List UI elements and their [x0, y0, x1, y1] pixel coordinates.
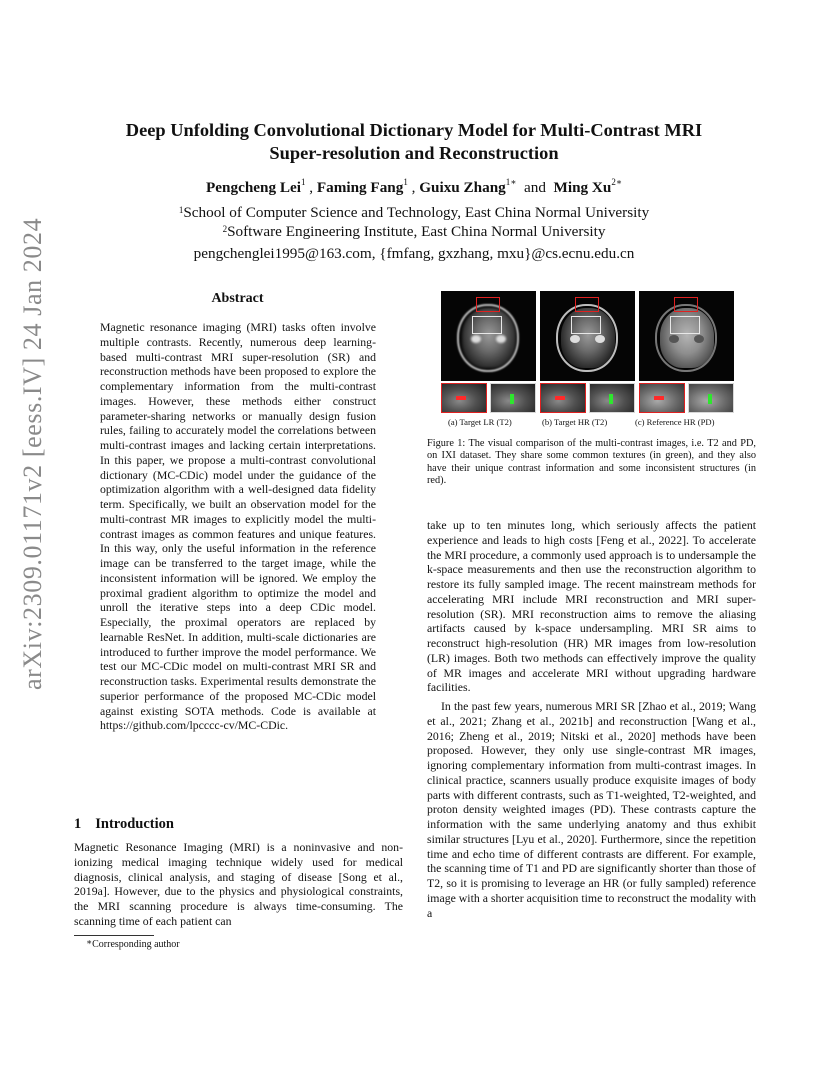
mri-panel-target-hr [540, 291, 635, 381]
green-arrow-icon [510, 394, 514, 404]
figure-caption: Figure 1: The visual comparison of the multi-contrast images, i.e. T2 and PD, on IXI dataset. They share some common textures (in green), and they also have their unique contrast information and some inconsistent structures (in red). [427, 438, 756, 487]
red-roi-box [575, 297, 599, 312]
intro-left-column [74, 840, 403, 929]
arxiv-stamp: arXiv:2309.01171v2 [eess.IV] 24 Jan 2024 [18, 217, 47, 690]
zoom-red-region [540, 383, 586, 413]
affiliation-text: School of Computer Science and Technology, East China Normal University [183, 204, 650, 221]
white-roi-box [670, 316, 700, 334]
author-affil-mark: 2∗ [611, 177, 622, 187]
author-name: Faming Fang [316, 179, 404, 196]
red-arrow-icon [654, 396, 664, 400]
white-roi-box [472, 316, 502, 334]
affiliation [90, 203, 738, 222]
zoom-green-region [490, 383, 536, 413]
intro-paragraph: In the past few years, numerous MRI SR [Zhao et al., 2019; Wang et al., 2021; Zhang et al., 2021b] and reconstruction [Wang et al., 2016; Zheng et al., 2019; Nitski et al., 2020] methods have been proposed. However, they only use single-contrast MR images, ignoring complementary information from multi-contrast images. In clinical practice, scanners usually produce exquisite images of body parts with different contrasts, such as T1-weighted, T2-weighted, and proton density weighted images (PD). These contrasts capture the information with the same underlying anatomy and thus exhibit similar structures [Lyu et al., 2020]. Furthermore, since the repetition time and echo time of different contrasts are different. For example, the scanning time of T1 and PD are significantly shorter than those of T2, so it is promising to leverage an HR (or fully sampled) reference image with a shorter acquisition time to reconstruct the modality with a [427, 699, 756, 920]
author-and: and [523, 179, 546, 196]
green-arrow-icon [609, 394, 613, 404]
footnote-mark: ∗ [86, 937, 93, 947]
footnote-rule [74, 935, 154, 936]
white-roi-box [571, 316, 601, 334]
affiliation-mark: 1 [178, 205, 184, 215]
paper-title [90, 119, 738, 164]
zoom-red-region [639, 383, 685, 413]
footnote-text: Corresponding author [92, 939, 180, 950]
red-arrow-icon [456, 396, 466, 400]
author-affil-mark: 1 [403, 177, 408, 187]
intro-right-column [427, 518, 756, 920]
red-arrow-icon [555, 396, 565, 400]
intro-paragraph: take up to ten minutes long, which seriously affects the patient experience and leads to high costs [Feng et al., 2022]. To accelerate the MRI procedure, a commonly used approach is to undersample the k-space measurements and then use the reconstruction algorithm to restore its fully sampled image. The recent mainstream methods for accelerating MRI include MRI reconstruction and MRI super-resolution (SR). MRI reconstruction aims to remove the aliasing artifacts caused by k-space undersampling. MRI SR aims to reconstruct high-resolution (HR) MR images from low-resolution (LR) images. Both two methods can effectively improve the quality of MR images and accelerate MRI without upgrading hardware facilities. [427, 518, 756, 695]
section-title: Introduction [95, 816, 174, 832]
zoom-green-region [589, 383, 635, 413]
author-affil-mark: 1∗ [505, 177, 517, 187]
author-name: Pengcheng Lei [206, 179, 301, 196]
figure-1-image [441, 291, 754, 413]
author-list: Pengcheng Lei$^1$ , Faming Fang$^1$ , Guixu Zhang$^{1∗}$ and Ming $Xu^{2∗}$ [206, 177, 622, 196]
subcaption-c: (c) Reference HR (PD) [635, 417, 715, 427]
red-roi-box [674, 297, 698, 312]
red-roi-box [476, 297, 500, 312]
author-name: Guixu Zhang [419, 179, 506, 196]
intro-paragraph: Magnetic Resonance Imaging (MRI) is a noninvasive and non-ionizing medical imaging technique widely used for medical diagnosis, clinical analysis, and staging of disease [Song et al., 2019a]. However, due to the physics and physiological constraints, the MRI scanning procedure is always time-consuming. The scanning time of each patient can [74, 840, 403, 928]
zoom-red-region [441, 383, 487, 413]
mri-panel-reference-hr [639, 291, 734, 381]
mri-panel-target-lr [441, 291, 536, 381]
title-line-2: Super-resolution and Reconstruction [269, 142, 559, 163]
footnote [86, 939, 180, 950]
affiliation-text: Software Engineering Institute, East China Normal University [227, 223, 606, 240]
abstract-heading: Abstract [211, 291, 264, 306]
subcaption-b: (b) Target HR (T2) [542, 417, 608, 427]
section-number: 1 [74, 816, 82, 832]
title-line-1: Deep Unfolding Convolutional Dictionary Model for Multi-Contrast MRI [125, 120, 703, 140]
affiliation [90, 222, 738, 241]
green-arrow-icon [708, 394, 712, 404]
affiliation-mark: 2 [222, 224, 228, 234]
author-affil-mark: 1 [300, 177, 306, 187]
section-heading [74, 816, 174, 833]
subcaption-a: (a) Target LR (T2) [448, 417, 512, 427]
zoom-green-region [688, 383, 734, 413]
author-emails: pengchenglei1995@163.com, {fmfang, gxzhang, mxu}@cs.ecnu.edu.cn [193, 245, 635, 262]
author-name: Ming Xu [553, 179, 612, 196]
abstract-body: Magnetic resonance imaging (MRI) tasks often involve multiple contrasts. Recently, numerous deep learning-based multi-contrast MRI super-resolution (SR) and reconstruction methods have been proposed to explore the complementary information from the multi-contrast images. However, these methods either construct parameter-sharing networks or manually design fusion rules, failing to accurately model the correlations between multi-contrast images and lacking certain interpretations. In this paper, we propose a multi-contrast convolutional dictionary (MC-CDic) model under the guidance of the optimization algorithm with a well-designed data fidelity term. Specifically, we built an observation model for the multi-contrast MR images to explicitly model the multi-contrast images as common features and unique features. In this way, only the useful information in the reference image can be transferred to the target image, while the inconsistent information will be ignored. We employ the proximal gradient algorithm to optimize the model and unroll the iterative steps into a deep CDic model. Especially, the proximal operators are replaced by learnable ResNet. In addition, multi-scale dictionaries are introduced to further improve the model performance. We test our MC-CDic model on multi-contrast MRI SR and reconstruction tasks. Experimental results demonstrate the superior performance of the proposed MC-CDic model against existing SOTA methods. Code is available at https://github.com/lpcccc-cv/MC-CDic. [100, 320, 376, 733]
